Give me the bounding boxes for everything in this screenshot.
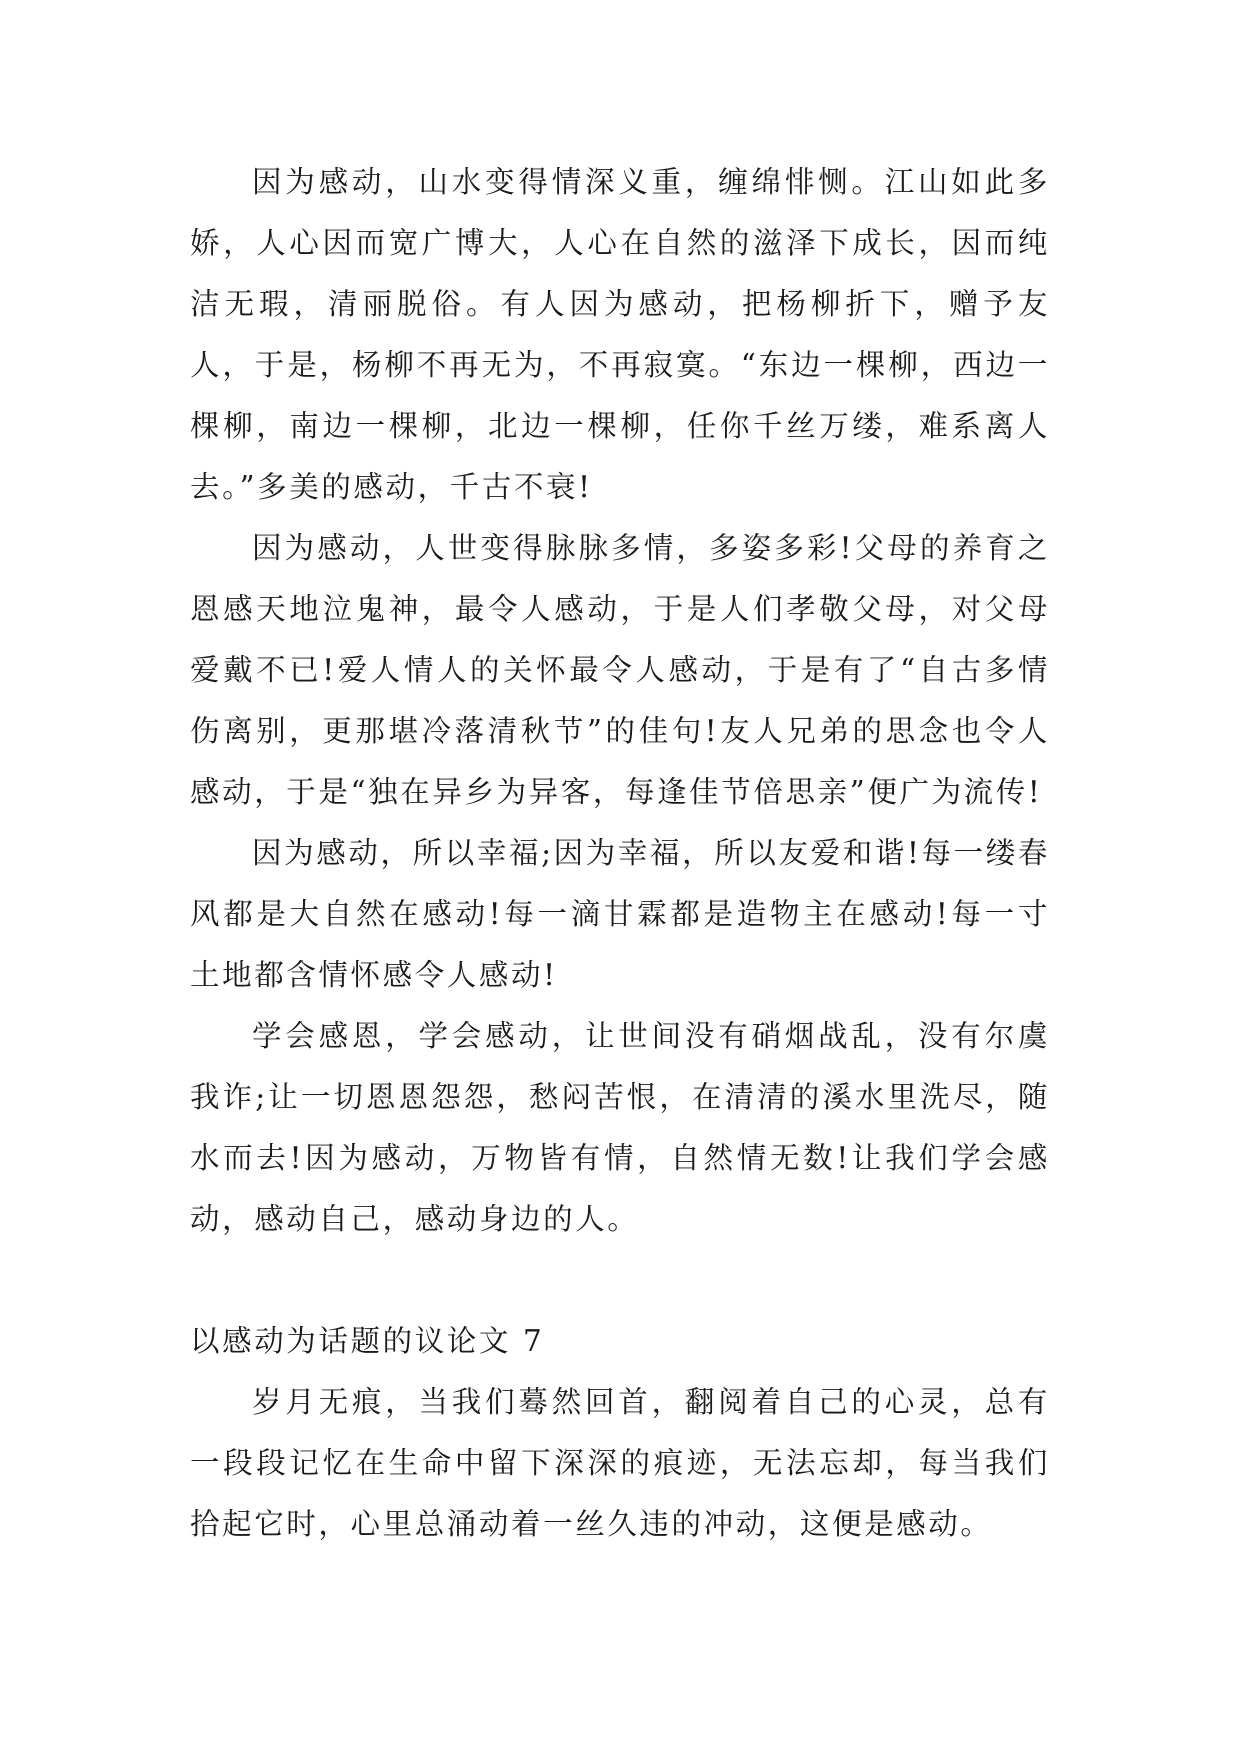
body-paragraph: 因为感动，山水变得情深义重，缠绵悱恻。江山如此多娇，人心因而宽广博大，人心在自然的滋泽下成长，因而纯洁无瑕，清丽脱俗。有人因为感动，把杨柳折下，赠予友人，于是，杨柳不再无为，不再寂寞。“东边一棵柳，西边一棵柳，南边一棵柳，北边一棵柳，任你千丝万缕，难系离人去。”多美的感动，千古不衰! <box>190 165 1050 504</box>
body-paragraph: 学会感恩，学会感动，让世间没有硝烟战乱，没有尔虞我诈;让一切恩恩怨怨，愁闷苦恨，在清清的溪水里洗尽，随水而去!因为感动，万物皆有情，自然情无数!让我们学会感动，感动自己，感动身边的人。 <box>190 1019 1050 1236</box>
body-paragraph: 因为感动，人世变得脉脉多情，多姿多彩!父母的养育之恩感天地泣鬼神，最令人感动，于是人们孝敬父母，对父母爱戴不已!爱人情人的关怀最令人感动，于是有了“自古多情伤离别，更那堪冷落清秋节”的佳句!友人兄弟的思念也令人感动，于是“独在异乡为异客，每逢佳节倍思亲”便广为流传! <box>190 531 1050 809</box>
body-paragraph: 因为感动，所以幸福;因为幸福，所以友爱和谐!每一缕春风都是大自然在感动!每一滴甘霖都是造物主在感动!每一寸土地都含情怀感令人感动! <box>190 836 1050 992</box>
document-page <box>190 152 1050 1555</box>
section-heading: 以感动为话题的议论文 7 <box>190 1324 545 1358</box>
body-paragraph: 岁月无痕，当我们蓦然回首，翻阅着自己的心灵，总有一段段记忆在生命中留下深深的痕迹，无法忘却，每当我们拾起它时，心里总涌动着一丝久违的冲动，这便是感动。 <box>190 1385 1050 1541</box>
